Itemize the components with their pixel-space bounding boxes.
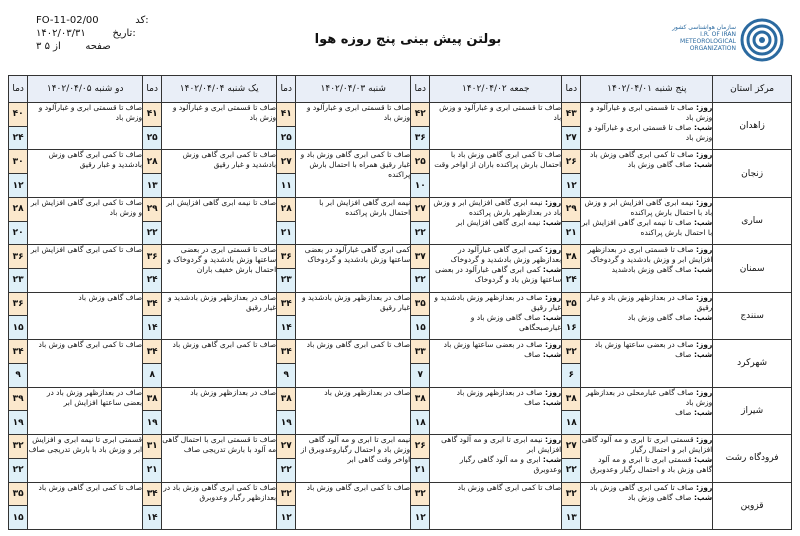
day-label: روز: <box>695 435 713 445</box>
min-temp: ۲۲ <box>143 221 162 245</box>
day-label: روز: <box>544 197 562 207</box>
night-forecast: صاف تا نیمه ابری گاهی افزایش ابر با احتمال بارش پراکنده <box>581 217 713 237</box>
night-label: شب: <box>693 455 713 465</box>
forecast-description <box>162 340 277 387</box>
day-forecast: نیمه ابری گاهی افزایش ابر و وزش باد در بعدازظهر بارش پراکنده <box>433 197 562 217</box>
day-label: روز: <box>695 292 713 302</box>
forecast-description <box>296 245 411 292</box>
city-name: سنندج <box>713 292 792 339</box>
day-forecast: صاف در بعدازظهر وزش باد <box>456 387 543 397</box>
max-temp: ۴۱ <box>277 103 296 127</box>
day-label: روز: <box>695 387 713 397</box>
day-label: روز: <box>544 387 562 397</box>
day-forecast: صاف تا قسمتی ابری و غبارآلود و وزش باد <box>306 103 411 122</box>
forecast-description <box>162 245 277 292</box>
max-temp: ۳۸ <box>143 387 162 411</box>
day-forecast: صاف تا قسمتی ابری و غبارآلود و وزش باد <box>590 103 713 122</box>
city-name: ساری <box>713 197 792 244</box>
spiral-logo-icon <box>740 18 784 62</box>
max-temp: ۳۴ <box>143 340 162 364</box>
city-name: زنجان <box>713 150 792 197</box>
max-temp: ۳۲ <box>411 482 430 506</box>
night-label: شب: <box>542 265 562 275</box>
min-temp: ۲۴ <box>9 126 28 150</box>
day-forecast: نیمه ابری تا ابری و مه آلود گاهی وزش باد و احتمال رگباروعدوبرق از اواخر وقت گاهی ابر <box>300 435 411 465</box>
day-forecast: صاف تا کمی ابری گاهی وزش باد و غبار رقیق همراه با احتمال بارش پراکنده <box>300 150 411 180</box>
max-temp: ۲۸ <box>277 197 296 221</box>
forecast-description <box>296 197 411 244</box>
forecast-description <box>430 482 562 530</box>
max-temp: ۳۲ <box>562 482 581 506</box>
logo-text: سازمان هواشناسی کشور I.R. OF IRAN METEOROLOGICAL ORGANIZATION <box>672 24 736 52</box>
forecast-description <box>28 482 143 530</box>
min-temp: ۱۹ <box>143 411 162 435</box>
day-forecast: صاف تا قسمتی ابری و غبارآلود و وزش باد <box>38 103 143 122</box>
day-forecast: صاف تا کمی ابری گاهی وزش باد <box>589 482 694 492</box>
date-label: تاریخ: <box>112 28 136 39</box>
day-forecast: نیمه ابری گاهی افزایش ابر با احتمال بارش پراکنده <box>319 197 411 217</box>
day-forecast: قسمتی ابری تا نیمه ابری و افزایش ابر و وزش باد با بارش تدریجی صاف <box>28 435 143 455</box>
day-forecast: صاف تا کمی ابری گاهی وزش باد <box>589 150 694 160</box>
min-temp: ۱۲ <box>9 174 28 198</box>
forecast-description <box>162 482 277 530</box>
max-temp: ۳۸ <box>562 387 581 411</box>
max-temp: ۳۰ <box>9 150 28 174</box>
night-forecast: کمی ابری گاهی غبارآلود در بعضی ساعتها وزش باد و گردوخاک <box>435 265 562 285</box>
max-temp: ۳۱ <box>143 435 162 459</box>
night-forecast: نیمه ابری گاهی افزایش ابر <box>456 217 541 227</box>
forecast-description <box>581 435 713 482</box>
day-forecast: صاف در بعدازظهر وزش باد <box>324 387 411 397</box>
min-temp: ۱۳ <box>562 506 581 530</box>
min-temp: ۹ <box>9 363 28 387</box>
forecast-description <box>28 245 143 292</box>
forecast-description <box>296 340 411 387</box>
night-forecast: صاف گاهی وزش باد <box>627 160 692 170</box>
min-temp: ۲۵ <box>277 126 296 150</box>
min-temp: ۲۱ <box>143 458 162 482</box>
day-label: روز: <box>544 292 562 302</box>
min-temp: ۲۴ <box>562 269 581 293</box>
forecast-description <box>430 150 562 197</box>
max-temp: ۳۲ <box>562 340 581 364</box>
max-temp: ۲۶ <box>562 150 581 174</box>
forecast-description <box>296 292 411 339</box>
city-column-header: مرکز استان <box>713 76 792 103</box>
forecast-description <box>28 292 143 339</box>
day-label: روز: <box>695 245 713 255</box>
night-label: شب: <box>693 350 713 360</box>
max-temp: ۳۴ <box>277 292 296 316</box>
max-temp: ۳۷ <box>411 245 430 269</box>
forecast-description <box>581 340 713 387</box>
max-temp: ۳۵ <box>411 292 430 316</box>
min-temp: ۱۰ <box>411 174 430 198</box>
forecast-table <box>8 75 792 530</box>
max-temp: ۳۶ <box>143 245 162 269</box>
forecast-description <box>430 435 562 482</box>
temp-header-2: دما <box>411 76 430 103</box>
max-temp: ۲۵ <box>411 150 430 174</box>
min-temp: ۶ <box>562 363 581 387</box>
min-temp: ۲۷ <box>562 126 581 150</box>
forecast-rows <box>9 103 792 530</box>
min-temp: ۱۴ <box>143 316 162 340</box>
night-forecast: صاف گاهی وزش باد و غبارصبحگاهی <box>470 312 562 332</box>
code-value: FO-11-02/00 <box>36 15 99 26</box>
min-temp: ۸ <box>143 363 162 387</box>
forecast-description <box>162 292 277 339</box>
day-forecast: صاف تا کمی ابری گاهی وزش باد <box>172 340 277 350</box>
min-temp: ۲۰ <box>9 221 28 245</box>
min-temp: ۱۴ <box>277 316 296 340</box>
day-label: روز: <box>544 340 562 350</box>
min-temp: ۱۲ <box>562 174 581 198</box>
forecast-description <box>162 435 277 482</box>
day-forecast: صاف تا نیمه ابری گاهی افزایش ابر <box>166 197 277 207</box>
max-temp: ۲۷ <box>277 150 296 174</box>
max-temp: ۴۲ <box>411 103 430 127</box>
max-temp: ۳۶ <box>9 292 28 316</box>
max-temp: ۳۸ <box>562 245 581 269</box>
max-temp: ۲۸ <box>143 150 162 174</box>
night-forecast: صاف <box>675 407 692 417</box>
day-label: روز: <box>695 482 713 492</box>
max-temp: ۲۷ <box>277 435 296 459</box>
night-label: شب: <box>693 407 713 417</box>
day-forecast: صاف تا کمی ابری گاهی وزش باد <box>38 482 143 492</box>
page-title: بولتن پیش بینی پنج روزه هوا <box>314 32 502 47</box>
night-forecast: قسمتی ابری تا ابری و مه آلود گاهی وزش باد و احتمال رگبار وعدوبرق <box>590 455 713 475</box>
day-forecast: صاف تا قسمتی ابری با احتمال گاهی مه آلود با بارش تدریجی صاف <box>162 435 277 455</box>
max-temp: ۳۴ <box>9 340 28 364</box>
day-forecast: صاف گاهی غبارمحلی در بعدازظهر وزش باد <box>586 387 713 407</box>
min-temp: ۲۳ <box>277 269 296 293</box>
forecast-description <box>296 387 411 434</box>
forecast-description <box>296 103 411 150</box>
forecast-description <box>296 150 411 197</box>
max-temp: ۳۵ <box>562 292 581 316</box>
day-forecast: نیمه ابری تا ابری و مه آلود گاهی افزایش ابر <box>441 435 562 455</box>
night-label: شب: <box>542 397 562 407</box>
min-temp: ۱۳ <box>143 174 162 198</box>
forecast-description <box>430 197 562 244</box>
night-label: شب: <box>693 217 713 227</box>
max-temp: ۳۴ <box>277 340 296 364</box>
bulletin-header <box>8 6 792 74</box>
forecast-description <box>28 340 143 387</box>
night-label: شب: <box>693 265 713 275</box>
max-temp: ۳۴ <box>143 292 162 316</box>
night-label: شب: <box>542 455 562 465</box>
day-forecast: صاف تا کمی ابری گاهی وزش بادشدید و غبار رقیق <box>48 150 143 170</box>
city-name: شیراز <box>713 387 792 434</box>
max-temp: ۳۲ <box>9 435 28 459</box>
day-header-5: دو شنبه ۱۴۰۲/۰۴/۰۵ <box>28 76 143 103</box>
night-forecast: صاف تا قسمتی ابری و غبارآلود و وزش باد <box>588 123 713 142</box>
city-name: قزوین <box>713 482 792 530</box>
day-header-3: شنبه ۱۴۰۲/۰۴/۰۳ <box>296 76 411 103</box>
min-temp: ۱۸ <box>562 411 581 435</box>
forecast-description <box>162 150 277 197</box>
forecast-description <box>430 340 562 387</box>
min-temp: ۱۸ <box>411 411 430 435</box>
day-forecast: صاف گاهی وزش باد <box>78 292 143 302</box>
forecast-description <box>581 150 713 197</box>
day-forecast: کمی ابری گاهی غبارآلود در بعضی ساعتها وزش بادشدید و گردوخاک <box>304 245 411 265</box>
day-forecast: صاف در بعدازظهر وزش بادشدید و غبار رقیق <box>167 292 277 312</box>
night-forecast: صاف <box>524 397 541 407</box>
day-forecast: صاف تا کمی ابری گاهی وزش باد <box>306 340 411 350</box>
day-forecast: صاف در بعدازظهر وزش بادشدید و غبار رقیق <box>301 292 411 312</box>
min-temp: ۱۹ <box>9 411 28 435</box>
day-label: روز: <box>544 245 562 255</box>
min-temp: ۳۶ <box>411 126 430 150</box>
max-temp: ۴۱ <box>143 103 162 127</box>
min-temp: ۲۱ <box>277 221 296 245</box>
forecast-description <box>430 387 562 434</box>
day-header-1: پنج شنبه ۱۴۰۲/۰۴/۰۱ <box>581 76 713 103</box>
min-temp: ۱۲ <box>411 506 430 530</box>
min-temp: ۹ <box>277 363 296 387</box>
max-temp: ۲۸ <box>9 197 28 221</box>
forecast-description <box>28 150 143 197</box>
max-temp: ۲۶ <box>411 435 430 459</box>
forecast-description <box>28 197 143 244</box>
min-temp: ۱۵ <box>9 316 28 340</box>
forecast-description <box>28 435 143 482</box>
max-temp: ۴۰ <box>9 103 28 127</box>
min-temp: ۱۴ <box>143 506 162 530</box>
day-forecast: قسمتی ابری تا ابری و مه آلود گاهی افزایش ابر و احتمال رگبار <box>581 435 713 455</box>
forecast-description <box>581 103 713 150</box>
day-forecast: کمی ابری گاهی غبارآلود در بعدازظهر وزش بادشدید و گردوخاک <box>450 245 562 265</box>
max-temp: ۳۶ <box>277 245 296 269</box>
max-temp: ۳۹ <box>9 387 28 411</box>
night-forecast: صاف گاهی وزش بادشدید <box>611 265 692 275</box>
min-temp: ۱۵ <box>9 506 28 530</box>
max-temp: ۳۴ <box>143 482 162 506</box>
forecast-description <box>28 103 143 150</box>
min-temp: ۱۱ <box>277 174 296 198</box>
day-forecast: صاف تا کمی ابری گاهی افزایش ابر و وزش باد <box>30 197 143 217</box>
forecast-description <box>162 103 277 150</box>
day-forecast: صاف تا کمی ابری گاهی وزش باد <box>457 482 562 492</box>
night-label: شب: <box>693 492 713 502</box>
city-name: فرودگاه رشت <box>713 435 792 482</box>
day-forecast: صاف در بعدازظهر وزش باد در بعضی ساعتها افزایش ابر <box>46 387 143 407</box>
day-forecast: صاف تا کمی ابری گاهی وزش باد <box>306 482 411 492</box>
night-forecast: صاف گاهی وزش باد <box>627 492 692 502</box>
forecast-description <box>581 245 713 292</box>
day-forecast: صاف تا کمی ابری گاهی افزایش ابر <box>30 245 143 255</box>
forecast-description <box>430 103 562 150</box>
day-label: روز: <box>695 340 713 350</box>
forecast-description <box>581 292 713 339</box>
temp-header-4: دما <box>143 76 162 103</box>
day-forecast: صاف در بعدازظهر وزش باد و غبار رقیق <box>587 292 713 312</box>
day-forecast: صاف در بعضی ساعتها وزش باد <box>594 340 694 350</box>
day-label: روز: <box>695 197 713 207</box>
day-forecast: صاف تا قسمتی ابری و غبارآلود و وزش باد <box>439 103 562 122</box>
min-temp: ۲۴ <box>143 269 162 293</box>
min-temp: ۲۱ <box>562 221 581 245</box>
max-temp: ۲۷ <box>562 435 581 459</box>
day-header-4: یک شنبه ۱۴۰۲/۰۴/۰۴ <box>162 76 277 103</box>
min-temp: ۲۲ <box>562 458 581 482</box>
max-temp: ۳۲ <box>277 482 296 506</box>
night-label: شب: <box>693 160 713 170</box>
day-forecast: صاف تا قسمتی ابری در بعضی ساعتها وزش بادشدید و گردوخاک و احتمال بارش خفیف باران <box>167 245 277 275</box>
city-name: زاهدان <box>713 103 792 150</box>
min-temp: ۷ <box>411 363 430 387</box>
temp-header-5: دما <box>9 76 28 103</box>
forecast-description <box>162 387 277 434</box>
document-meta <box>36 14 149 53</box>
min-temp: ۱۲ <box>277 506 296 530</box>
forecast-description <box>162 197 277 244</box>
night-label: شب: <box>542 312 562 322</box>
max-temp: ۲۹ <box>143 197 162 221</box>
date-value: ۱۴۰۲/۰۳/۳۱ <box>36 28 86 39</box>
night-forecast: ابری و مه آلود گاهی رگبار وعدوبرق <box>459 455 562 475</box>
city-name: سمنان <box>713 245 792 292</box>
max-temp: ۳۸ <box>411 387 430 411</box>
day-forecast: نیمه ابری گاهی افزایش ابر و وزش باد با احتمال بارش پراکنده <box>584 197 713 217</box>
day-label: روز: <box>544 435 562 445</box>
forecast-description <box>581 387 713 434</box>
forecast-description <box>430 292 562 339</box>
forecast-description <box>581 197 713 244</box>
max-temp: ۳۵ <box>9 482 28 506</box>
min-temp: ۱۶ <box>562 316 581 340</box>
forecast-description <box>28 387 143 434</box>
min-temp: ۲۲ <box>411 221 430 245</box>
day-forecast: صاف در بعضی ساعتها وزش باد <box>443 340 543 350</box>
page-label: صفحه <box>85 41 111 52</box>
temp-header-3: دما <box>277 76 296 103</box>
max-temp: ۳۶ <box>9 245 28 269</box>
forecast-description <box>296 435 411 482</box>
day-forecast: صاف تا قسمتی ابری و غبارآلود و وزش باد <box>172 103 277 122</box>
min-temp: ۲۳ <box>9 269 28 293</box>
day-forecast: صاف در بعدازظهر وزش باد <box>190 387 277 397</box>
day-label: روز: <box>695 103 713 112</box>
min-temp: ۱۹ <box>277 411 296 435</box>
day-forecast: صاف تا کمی ابری گاهی وزش بادشدید و غبار رقیق <box>182 150 277 170</box>
min-temp: ۱۵ <box>411 316 430 340</box>
code-label: کد: <box>135 15 149 26</box>
night-forecast: صاف <box>524 350 541 360</box>
city-name: شهرکرد <box>713 340 792 387</box>
page-value: ۳ از ۵ <box>36 41 61 52</box>
day-forecast: صاف تا کمی ابری گاهی وزش باد <box>38 340 143 350</box>
forecast-description <box>296 482 411 530</box>
organization-logo <box>664 14 784 68</box>
min-temp: ۲۲ <box>277 458 296 482</box>
min-temp: ۲۵ <box>143 126 162 150</box>
night-label: شب: <box>542 350 562 360</box>
night-label: شب: <box>542 217 562 227</box>
max-temp: ۳۳ <box>411 340 430 364</box>
forecast-description <box>430 245 562 292</box>
min-temp: ۲۱ <box>411 458 430 482</box>
min-temp: ۲۲ <box>411 269 430 293</box>
day-label: روز: <box>695 150 713 160</box>
max-temp: ۲۷ <box>411 197 430 221</box>
day-forecast: صاف تا قسمتی ابری در بعدازظهر افزایش ابر و وزش بادشدید و گردوخاک <box>587 245 713 265</box>
day-forecast: صاف تا کمی ابری گاهی وزش باد با احتمال بارش پراکنده باران از اواخر وقت <box>434 150 562 170</box>
night-forecast: صاف گاهی وزش باد <box>627 312 692 322</box>
forecast-description <box>581 482 713 530</box>
day-forecast: صاف تا کمی ابری گاهی وزش باد در بعدازظهر رگبار وعدوبرق <box>163 482 277 502</box>
night-forecast: صاف <box>675 350 692 360</box>
max-temp: ۳۸ <box>277 387 296 411</box>
temp-header-1: دما <box>562 76 581 103</box>
night-label: شب: <box>693 312 713 322</box>
max-temp: ۲۹ <box>562 197 581 221</box>
day-forecast: صاف در بعدازظهر وزش بادشدید و غبار رقیق <box>434 292 562 312</box>
min-temp: ۲۲ <box>9 458 28 482</box>
day-header-2: جمعه ۱۴۰۲/۰۴/۰۲ <box>430 76 562 103</box>
night-label: شب: <box>693 123 713 132</box>
max-temp: ۴۳ <box>562 103 581 127</box>
